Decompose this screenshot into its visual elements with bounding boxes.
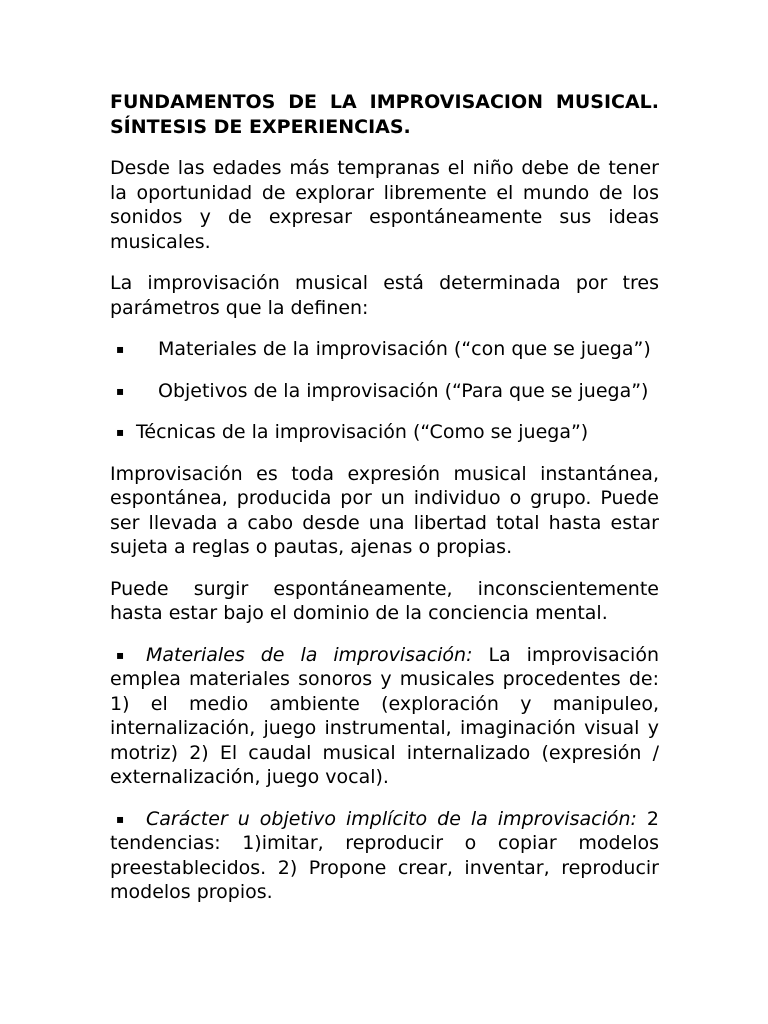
param-item-materials xyxy=(110,337,659,362)
character-label: Carácter u objetivo implícito de la improvisación: xyxy=(146,807,637,830)
bullet-icon: ▪ xyxy=(116,647,125,662)
bullet-icon: ▪ xyxy=(116,383,125,398)
param-item-label: Objetivos de la improvisación (“Para que se juega”) xyxy=(158,379,649,402)
param-item-objectives xyxy=(110,379,659,404)
param-item-label: Técnicas de la improvisación (“Como se juega”) xyxy=(136,421,589,443)
bullet-icon: ▪ xyxy=(116,425,125,439)
param-item-techniques xyxy=(110,420,659,445)
param-item-label: Materiales de la improvisación (“con que se juega”) xyxy=(158,338,651,360)
document-title: FUNDAMENTOS DE LA IMPROVISACION MUSICAL. SÍNTESIS DE EXPERIENCIAS. xyxy=(110,91,659,138)
character-text: 2 tendencias: 1)imitar, reproducir o copiar modelos preestablecidos. 2) Propone crear, inventar, reproducir modelos propios. xyxy=(110,807,659,903)
materials-label: Materiales de la improvisación: xyxy=(146,643,473,666)
character-section xyxy=(110,807,659,905)
definition-paragraph: Improvisación es toda expresión musical instantánea, espontánea, producida por un individuo o grupo. Puede ser llevada a cabo desde una libertad total hasta estar sujeta a reglas o pautas, ajenas o propias. xyxy=(110,462,659,558)
document-page xyxy=(110,90,659,922)
intro-paragraph: Desde las edades más tempranas el niño debe de tener la oportunidad de explorar libremente el mundo de los sonidos y de expresar espontáneamente sus ideas musicales. xyxy=(110,157,659,253)
materials-section xyxy=(110,643,659,790)
origin-paragraph: Puede surgir espontáneamente, inconscientemente hasta estar bajo el dominio de la conciencia mental. xyxy=(110,577,659,624)
parameters-intro: La improvisación musical está determinada por tres parámetros que la definen: xyxy=(110,272,659,319)
bullet-icon: ▪ xyxy=(116,342,125,356)
bullet-icon: ▪ xyxy=(116,811,125,826)
materials-text: La improvisación emplea materiales sonoros y musicales procedentes de: 1) el medio ambiente (exploración y manipuleo, internalización, juego instrumental, imaginación visual y motriz) 2) El caudal musical internalizado (expresión / externalización, juego vocal). xyxy=(110,643,659,788)
